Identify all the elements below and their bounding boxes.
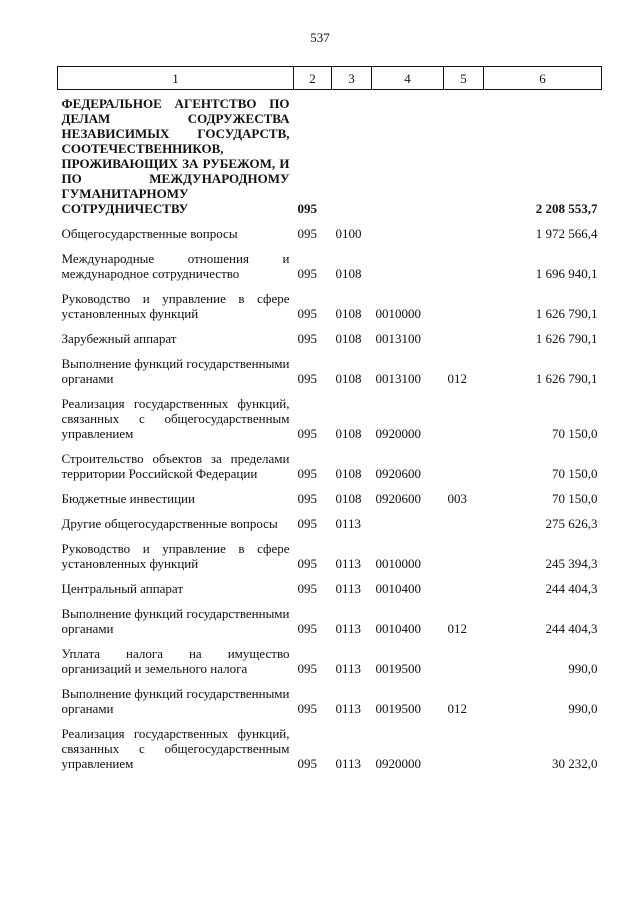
table-row xyxy=(58,636,602,676)
row-amount: 990,0 xyxy=(568,701,598,716)
row-amount: 70 150,0 xyxy=(552,491,598,506)
row-ministry-code: 095 xyxy=(297,201,317,216)
row-target-code: 0013100 xyxy=(375,371,421,386)
row-ministry-code: 095 xyxy=(297,266,317,281)
table-header-row xyxy=(58,67,602,90)
column-header-ministry: 2 xyxy=(294,67,332,90)
row-name: Выполнение функций государственными органами xyxy=(61,356,290,386)
row-ministry-code: 095 xyxy=(297,516,317,531)
row-target-code: 0013100 xyxy=(375,331,421,346)
row-amount: 1 626 790,1 xyxy=(535,306,598,321)
row-section-code: 0113 xyxy=(335,701,362,716)
row-section-code: 0108 xyxy=(335,371,362,386)
table-row xyxy=(58,481,602,506)
row-expense-code: 012 xyxy=(447,371,467,386)
row-expense-code xyxy=(444,716,484,771)
row-section-code: 0113 xyxy=(335,556,362,571)
row-ministry-code: 095 xyxy=(297,621,317,636)
row-section-code: 0113 xyxy=(335,581,362,596)
table-row xyxy=(58,571,602,596)
row-amount: 244 404,3 xyxy=(545,581,598,596)
row-name: Реализация государственных функций, связанных с общегосударственным управлением xyxy=(61,726,290,771)
row-section-code: 0113 xyxy=(335,661,362,676)
row-ministry-code: 095 xyxy=(297,556,317,571)
row-ministry-code: 095 xyxy=(297,581,317,596)
row-expense-code xyxy=(444,216,484,241)
row-ministry-code: 095 xyxy=(297,701,317,716)
page-number: 537 xyxy=(310,30,330,45)
table-body xyxy=(58,90,602,772)
row-name: Общегосударственные вопросы xyxy=(61,226,238,241)
row-ministry-code: 095 xyxy=(297,331,317,346)
row-target-code: 0010400 xyxy=(375,581,421,596)
row-name: Международные отношения и международное сотрудничество xyxy=(61,251,290,281)
row-name: Реализация государственных функций, связанных с общегосударственным управлением xyxy=(61,396,290,441)
row-section-code: 0113 xyxy=(335,621,362,636)
row-section-code xyxy=(332,90,372,217)
row-expense-code xyxy=(444,386,484,441)
row-section-code: 0108 xyxy=(335,426,362,441)
row-amount: 244 404,3 xyxy=(545,621,598,636)
row-expense-code xyxy=(444,571,484,596)
row-amount: 275 626,3 xyxy=(545,516,598,531)
column-header-name: 1 xyxy=(58,67,294,90)
row-ministry-code: 095 xyxy=(297,756,317,771)
row-expense-code: 003 xyxy=(447,491,467,506)
row-name: Руководство и управление в сфере установленных функций xyxy=(61,541,290,571)
row-target-code: 0019500 xyxy=(375,701,421,716)
row-ministry-code: 095 xyxy=(297,371,317,386)
row-section-code: 0108 xyxy=(335,266,362,281)
row-target-code xyxy=(372,241,444,281)
table-row xyxy=(58,346,602,386)
row-expense-code xyxy=(444,321,484,346)
table-row xyxy=(58,281,602,321)
row-expense-code xyxy=(444,531,484,571)
row-name: Бюджетные инвестиции xyxy=(61,491,195,506)
row-amount: 1 626 790,1 xyxy=(535,371,598,386)
row-name: Зарубежный аппарат xyxy=(61,331,177,346)
row-target-code: 0010000 xyxy=(375,556,421,571)
table-row xyxy=(58,716,602,771)
row-amount: 1 626 790,1 xyxy=(535,331,598,346)
row-target-code: 0920600 xyxy=(375,466,421,481)
column-header-section: 3 xyxy=(332,67,372,90)
row-ministry-code: 095 xyxy=(297,306,317,321)
row-expense-code xyxy=(444,241,484,281)
row-target-code: 0019500 xyxy=(375,661,421,676)
row-amount: 1 972 566,4 xyxy=(535,226,598,241)
row-section-code: 0113 xyxy=(335,756,362,771)
row-target-code: 0920600 xyxy=(375,491,421,506)
row-target-code xyxy=(372,90,444,217)
row-amount: 70 150,0 xyxy=(552,426,598,441)
row-section-code: 0113 xyxy=(335,516,362,531)
row-target-code: 0920000 xyxy=(375,756,421,771)
row-amount: 990,0 xyxy=(568,661,598,676)
row-ministry-code: 095 xyxy=(297,426,317,441)
table-row xyxy=(58,676,602,716)
row-target-code xyxy=(372,216,444,241)
row-expense-code xyxy=(444,506,484,531)
row-name: Строительство объектов за пределами территории Российской Федерации xyxy=(61,451,290,481)
row-expense-code: 012 xyxy=(447,701,467,716)
row-expense-code xyxy=(444,441,484,481)
row-name: Уплата налога на имущество организаций и земельного налога xyxy=(61,646,290,676)
row-name: Выполнение функций государственными органами xyxy=(61,606,290,636)
row-ministry-code: 095 xyxy=(297,466,317,481)
row-section-code: 0100 xyxy=(335,226,362,241)
row-name: Центральный аппарат xyxy=(61,581,184,596)
row-expense-code xyxy=(444,281,484,321)
table-row xyxy=(58,321,602,346)
table-row xyxy=(58,90,602,217)
table-row xyxy=(58,441,602,481)
column-header-target: 4 xyxy=(372,67,444,90)
row-expense-code xyxy=(444,90,484,217)
budget-table xyxy=(57,66,602,771)
row-ministry-code: 095 xyxy=(297,661,317,676)
table-row xyxy=(58,531,602,571)
table-row xyxy=(58,506,602,531)
row-target-code: 0010000 xyxy=(375,306,421,321)
row-ministry-code: 095 xyxy=(297,491,317,506)
row-amount: 1 696 940,1 xyxy=(535,266,598,281)
column-header-amount: 6 xyxy=(484,67,602,90)
column-header-expense: 5 xyxy=(444,67,484,90)
row-section-code: 0108 xyxy=(335,306,362,321)
row-expense-code xyxy=(444,636,484,676)
row-name: Выполнение функций государственными органами xyxy=(61,686,290,716)
row-name: Другие общегосударственные вопросы xyxy=(61,516,278,531)
row-amount: 70 150,0 xyxy=(552,466,598,481)
table-row xyxy=(58,386,602,441)
row-amount: 30 232,0 xyxy=(552,756,598,771)
row-name: ФЕДЕРАЛЬНОЕ АГЕНТСТВО ПО ДЕЛАМ СОДРУЖЕСТВА НЕЗАВИСИМЫХ ГОСУДАРСТВ, СООТЕЧЕСТВЕННИКОВ, ПРОЖИВАЮЩИХ ЗА РУБЕЖОМ, И ПО МЕЖДУНАРОДНОМУ ГУМАНИТАРНОМУ СОТРУДНИЧЕСТВУ xyxy=(61,96,290,216)
row-amount: 245 394,3 xyxy=(545,556,598,571)
table-row xyxy=(58,241,602,281)
table-row xyxy=(58,596,602,636)
row-section-code: 0108 xyxy=(335,331,362,346)
row-target-code: 0010400 xyxy=(375,621,421,636)
row-name: Руководство и управление в сфере установленных функций xyxy=(61,291,290,321)
row-ministry-code: 095 xyxy=(297,226,317,241)
row-section-code: 0108 xyxy=(335,466,362,481)
table-row xyxy=(58,216,602,241)
row-amount: 2 208 553,7 xyxy=(535,201,598,216)
row-target-code: 0920000 xyxy=(375,426,421,441)
row-section-code: 0108 xyxy=(335,491,362,506)
row-target-code xyxy=(372,506,444,531)
row-expense-code: 012 xyxy=(447,621,467,636)
